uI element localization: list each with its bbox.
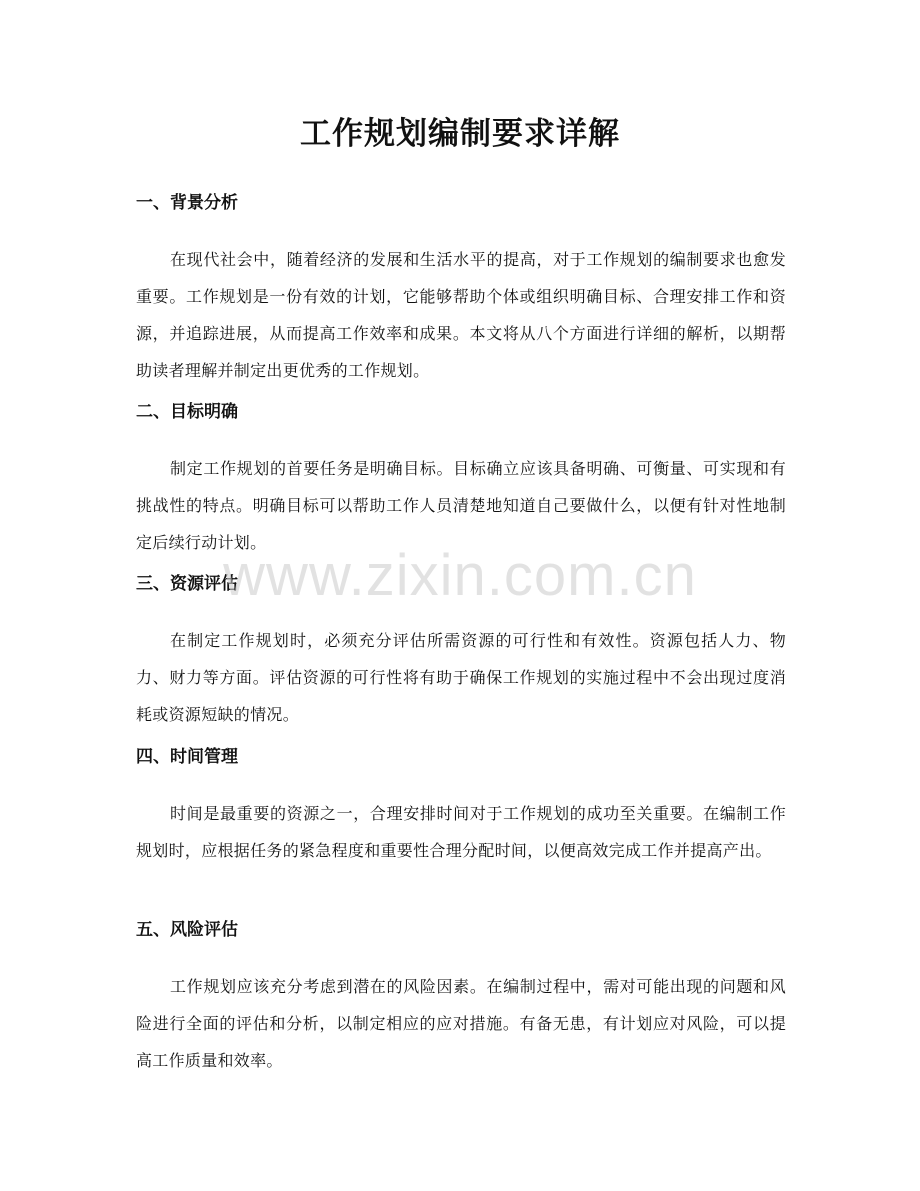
section-body: 在现代社会中，随着经济的发展和生活水平的提高，对于工作规划的编制要求也愈发重要。工作规划是一份有效的计划，它能够帮助个体或组织明确目标、合理安排工作和资源，并追踪进展，从而提高工作效率和成果。本文将从八个方面进行详细的解析，以期帮助读者理解并制定出更优秀的工作规划。 bbox=[136, 250, 786, 380]
section-heading: 五、风险评估 bbox=[136, 920, 238, 940]
section-heading: 四、时间管理 bbox=[136, 747, 238, 767]
section-time bbox=[136, 745, 786, 869]
section-heading: 三、资源评估 bbox=[136, 574, 238, 594]
section-body: 制定工作规划的首要任务是明确目标。目标确立应该具备明确、可衡量、可实现和有挑战性的特点。明确目标可以帮助工作人员清楚地知道自己要做什么，以便有针对性地制定后续行动计划。 bbox=[136, 459, 786, 552]
section-risk bbox=[136, 918, 786, 1079]
section-heading: 一、背景分析 bbox=[136, 193, 238, 213]
section-goals bbox=[136, 400, 786, 561]
watermark: www.zixin.com.cn bbox=[223, 543, 697, 608]
section-resources bbox=[136, 572, 786, 733]
section-background bbox=[136, 191, 786, 389]
page-title: 工作规划编制要求详解 bbox=[300, 116, 620, 152]
section-body: 时间是最重要的资源之一，合理安排时间对于工作规划的成功至关重要。在编制工作规划时，应根据任务的紧急程度和重要性合理分配时间，以便高效完成工作并提高产出。 bbox=[136, 804, 786, 860]
section-heading: 二、目标明确 bbox=[136, 402, 238, 422]
section-body: 在制定工作规划时，必须充分评估所需资源的可行性和有效性。资源包括人力、物力、财力等方面。评估资源的可行性将有助于确保工作规划的实施过程中不会出现过度消耗或资源短缺的情况。 bbox=[136, 631, 786, 724]
section-body: 工作规划应该充分考虑到潜在的风险因素。在编制过程中，需对可能出现的问题和风险进行全面的评估和分析，以制定相应的应对措施。有备无患，有计划应对风险，可以提高工作质量和效率。 bbox=[136, 977, 786, 1070]
